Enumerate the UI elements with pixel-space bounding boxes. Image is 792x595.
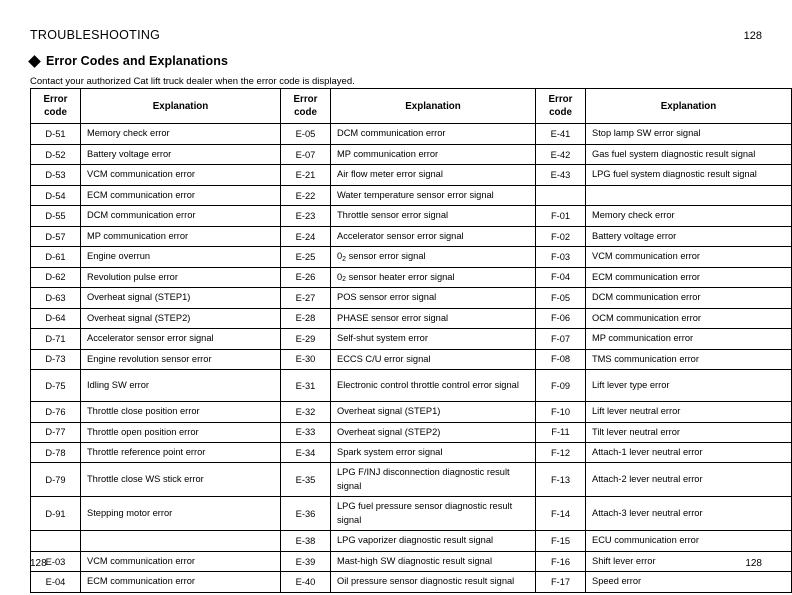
error-code-cell: D-79 <box>31 463 81 497</box>
error-code-cell: F-10 <box>536 402 586 422</box>
explanation-cell: Engine revolution sensor error <box>81 349 281 369</box>
error-code-cell <box>31 531 81 551</box>
error-code-cell: E-27 <box>281 288 331 308</box>
explanation-cell <box>81 531 281 551</box>
table-row <box>31 226 792 246</box>
error-code-cell: F-03 <box>536 247 586 267</box>
error-code-cell: F-04 <box>536 267 586 287</box>
explanation-cell: VCM communication error <box>586 247 792 267</box>
explanation-cell: PHASE sensor error signal <box>331 308 536 328</box>
error-code-cell: F-13 <box>536 463 586 497</box>
error-code-cell: D-64 <box>31 308 81 328</box>
explanation-cell: Mast-high SW diagnostic result signal <box>331 551 536 571</box>
table-row <box>31 572 792 592</box>
error-code-cell: E-22 <box>281 185 331 205</box>
error-code-cell: D-61 <box>31 247 81 267</box>
error-code-cell: D-51 <box>31 124 81 144</box>
error-code-cell: D-77 <box>31 422 81 442</box>
error-code-cell: E-30 <box>281 349 331 369</box>
error-code-cell: D-62 <box>31 267 81 287</box>
explanation-cell: Self-shut system error <box>331 329 536 349</box>
explanation-cell: Tilt lever neutral error <box>586 422 792 442</box>
error-code-cell: D-71 <box>31 329 81 349</box>
error-code-cell: E-33 <box>281 422 331 442</box>
error-code-cell: F-02 <box>536 226 586 246</box>
explanation-cell: ECU communication error <box>586 531 792 551</box>
error-code-cell: D-54 <box>31 185 81 205</box>
explanation-cell: Battery voltage error <box>81 144 281 164</box>
error-code-cell: D-52 <box>31 144 81 164</box>
error-code-cell: E-05 <box>281 124 331 144</box>
table-row <box>31 329 792 349</box>
error-code-cell: E-25 <box>281 247 331 267</box>
explanation-cell: Gas fuel system diagnostic result signal <box>586 144 792 164</box>
column-header-line1: Error <box>293 94 318 105</box>
column-header-explanation-2: Explanation <box>331 89 536 124</box>
table-row <box>31 497 792 531</box>
error-code-cell: E-07 <box>281 144 331 164</box>
error-code-cell: F-09 <box>536 370 586 402</box>
error-code-cell: E-41 <box>536 124 586 144</box>
section-heading <box>30 54 228 68</box>
error-code-cell: E-21 <box>281 165 331 185</box>
table-row <box>31 531 792 551</box>
error-code-cell: D-78 <box>31 443 81 463</box>
explanation-cell: Throttle open position error <box>81 422 281 442</box>
explanation-cell: Electronic control throttle control error signal <box>331 370 536 402</box>
error-code-cell: E-39 <box>281 551 331 571</box>
error-code-table <box>30 88 792 593</box>
explanation-cell: Speed error <box>586 572 792 592</box>
error-code-cell: D-63 <box>31 288 81 308</box>
explanation-cell: ECM communication error <box>81 185 281 205</box>
explanation-cell: Lift lever type error <box>586 370 792 402</box>
error-code-cell: E-36 <box>281 497 331 531</box>
explanation-cell: LPG vaporizer diagnostic result signal <box>331 531 536 551</box>
error-code-cell: D-75 <box>31 370 81 402</box>
column-header-line2: code <box>549 107 572 119</box>
explanation-cell: MP communication error <box>81 226 281 246</box>
table-row <box>31 267 792 287</box>
error-code-cell: E-42 <box>536 144 586 164</box>
table-row <box>31 288 792 308</box>
table-header-row <box>31 89 792 124</box>
table-header-row-group <box>31 89 792 124</box>
explanation-cell: Overheat signal (STEP1) <box>81 288 281 308</box>
explanation-cell: ECM communication error <box>81 572 281 592</box>
error-code-cell: E-28 <box>281 308 331 328</box>
error-code-cell: F-07 <box>536 329 586 349</box>
error-code-cell: F-05 <box>536 288 586 308</box>
error-code-cell: E-29 <box>281 329 331 349</box>
table-row <box>31 422 792 442</box>
explanation-cell: Attach-1 lever neutral error <box>586 443 792 463</box>
explanation-cell: $0_2$ sensor error signal <box>331 247 536 267</box>
error-code-cell: D-53 <box>31 165 81 185</box>
error-code-cell: F-06 <box>536 308 586 328</box>
explanation-cell: DCM communication error <box>331 124 536 144</box>
explanation-cell: VCM communication error <box>81 551 281 571</box>
table-row <box>31 185 792 205</box>
table-row <box>31 144 792 164</box>
explanation-cell: Memory check error <box>586 206 792 226</box>
error-code-cell: D-73 <box>31 349 81 369</box>
explanation-cell: Idling SW error <box>81 370 281 402</box>
explanation-cell: Overheat signal (STEP1) <box>331 402 536 422</box>
error-code-cell: E-35 <box>281 463 331 497</box>
error-code-cell: F-14 <box>536 497 586 531</box>
explanation-cell: VCM communication error <box>81 165 281 185</box>
error-code-cell: E-26 <box>281 267 331 287</box>
error-code-cell: F-11 <box>536 422 586 442</box>
error-code-cell: E-40 <box>281 572 331 592</box>
footer-page-number-left: 128 <box>30 558 47 569</box>
explanation-cell: Shift lever error <box>586 551 792 571</box>
explanation-cell: $0_2$ sensor heater error signal <box>331 267 536 287</box>
error-code-cell: F-17 <box>536 572 586 592</box>
error-code-cell: F-12 <box>536 443 586 463</box>
table-row <box>31 247 792 267</box>
explanation-cell: Revolution pulse error <box>81 267 281 287</box>
error-code-cell: F-01 <box>536 206 586 226</box>
explanation-cell: Water temperature sensor error signal <box>331 185 536 205</box>
explanation-cell: MP communication error <box>331 144 536 164</box>
explanation-cell: Attach-3 lever neutral error <box>586 497 792 531</box>
header-title: TROUBLESHOOTING <box>30 28 161 42</box>
explanation-cell: Engine overrun <box>81 247 281 267</box>
table-row <box>31 463 792 497</box>
error-code-cell: E-23 <box>281 206 331 226</box>
explanation-cell: Throttle close position error <box>81 402 281 422</box>
table-row <box>31 165 792 185</box>
column-header-line2: code <box>44 107 67 119</box>
diamond-bullet-icon <box>28 55 41 68</box>
error-code-cell: E-38 <box>281 531 331 551</box>
explanation-cell: Throttle reference point error <box>81 443 281 463</box>
explanation-cell: Overheat signal (STEP2) <box>331 422 536 442</box>
error-code-cell: F-16 <box>536 551 586 571</box>
explanation-cell: Battery voltage error <box>586 226 792 246</box>
explanation-cell: Attach-2 lever neutral error <box>586 463 792 497</box>
column-header-explanation-3: Explanation <box>586 89 792 124</box>
error-code-cell: D-76 <box>31 402 81 422</box>
table-row <box>31 370 792 402</box>
error-code-cell: E-43 <box>536 165 586 185</box>
explanation-cell: Throttle sensor error signal <box>331 206 536 226</box>
error-code-cell: F-15 <box>536 531 586 551</box>
section-heading-text: Error Codes and Explanations <box>46 54 229 68</box>
table-row <box>31 308 792 328</box>
explanation-cell: Stepping motor error <box>81 497 281 531</box>
explanation-cell: Throttle close WS stick error <box>81 463 281 497</box>
explanation-cell: MP communication error <box>586 329 792 349</box>
table-row <box>31 124 792 144</box>
explanation-cell: LPG F/INJ disconnection diagnostic result signal <box>331 463 536 497</box>
column-header-line1: Error <box>43 94 68 105</box>
explanation-cell: ECCS C/U error signal <box>331 349 536 369</box>
error-code-cell: E-34 <box>281 443 331 463</box>
explanation-cell: TMS communication error <box>586 349 792 369</box>
error-code-cell: D-55 <box>31 206 81 226</box>
column-header-error-code-1 <box>31 89 81 124</box>
explanation-cell: LPG fuel pressure sensor diagnostic result signal <box>331 497 536 531</box>
error-code-cell: D-91 <box>31 497 81 531</box>
error-code-cell: F-08 <box>536 349 586 369</box>
table-row <box>31 402 792 422</box>
explanation-cell: DCM communication error <box>586 288 792 308</box>
table-row <box>31 206 792 226</box>
footer-page-number-right: 128 <box>745 558 762 569</box>
column-header-line2: code <box>294 107 317 119</box>
header-page-number: 128 <box>743 30 762 42</box>
column-header-line1: Error <box>548 94 573 105</box>
section-intro-text: Contact your authorized Cat lift truck dealer when the error code is displayed. <box>30 76 355 87</box>
explanation-cell: OCM communication error <box>586 308 792 328</box>
error-code-cell: E-24 <box>281 226 331 246</box>
error-code-cell: D-57 <box>31 226 81 246</box>
column-header-explanation-1: Explanation <box>81 89 281 124</box>
column-header-error-code-3 <box>536 89 586 124</box>
explanation-cell: Accelerator sensor error signal <box>331 226 536 246</box>
explanation-cell: Stop lamp SW error signal <box>586 124 792 144</box>
table-body <box>31 124 792 592</box>
explanation-cell: Accelerator sensor error signal <box>81 329 281 349</box>
error-code-cell: E-31 <box>281 370 331 402</box>
page-header <box>30 28 762 42</box>
explanation-cell: Memory check error <box>81 124 281 144</box>
explanation-cell: LPG fuel system diagnostic result signal <box>586 165 792 185</box>
explanation-cell: Lift lever neutral error <box>586 402 792 422</box>
table-row <box>31 443 792 463</box>
page-footer <box>30 558 762 569</box>
table-row <box>31 349 792 369</box>
explanation-cell: DCM communication error <box>81 206 281 226</box>
explanation-cell: POS sensor error signal <box>331 288 536 308</box>
column-header-error-code-2 <box>281 89 331 124</box>
error-code-cell <box>536 185 586 205</box>
explanation-cell <box>586 185 792 205</box>
error-code-cell: E-03 <box>31 551 81 571</box>
explanation-cell: Spark system error signal <box>331 443 536 463</box>
error-code-cell: E-32 <box>281 402 331 422</box>
explanation-cell: Oil pressure sensor diagnostic result signal <box>331 572 536 592</box>
explanation-cell: Overheat signal (STEP2) <box>81 308 281 328</box>
explanation-cell: Air flow meter error signal <box>331 165 536 185</box>
explanation-cell: ECM communication error <box>586 267 792 287</box>
error-code-cell: E-04 <box>31 572 81 592</box>
